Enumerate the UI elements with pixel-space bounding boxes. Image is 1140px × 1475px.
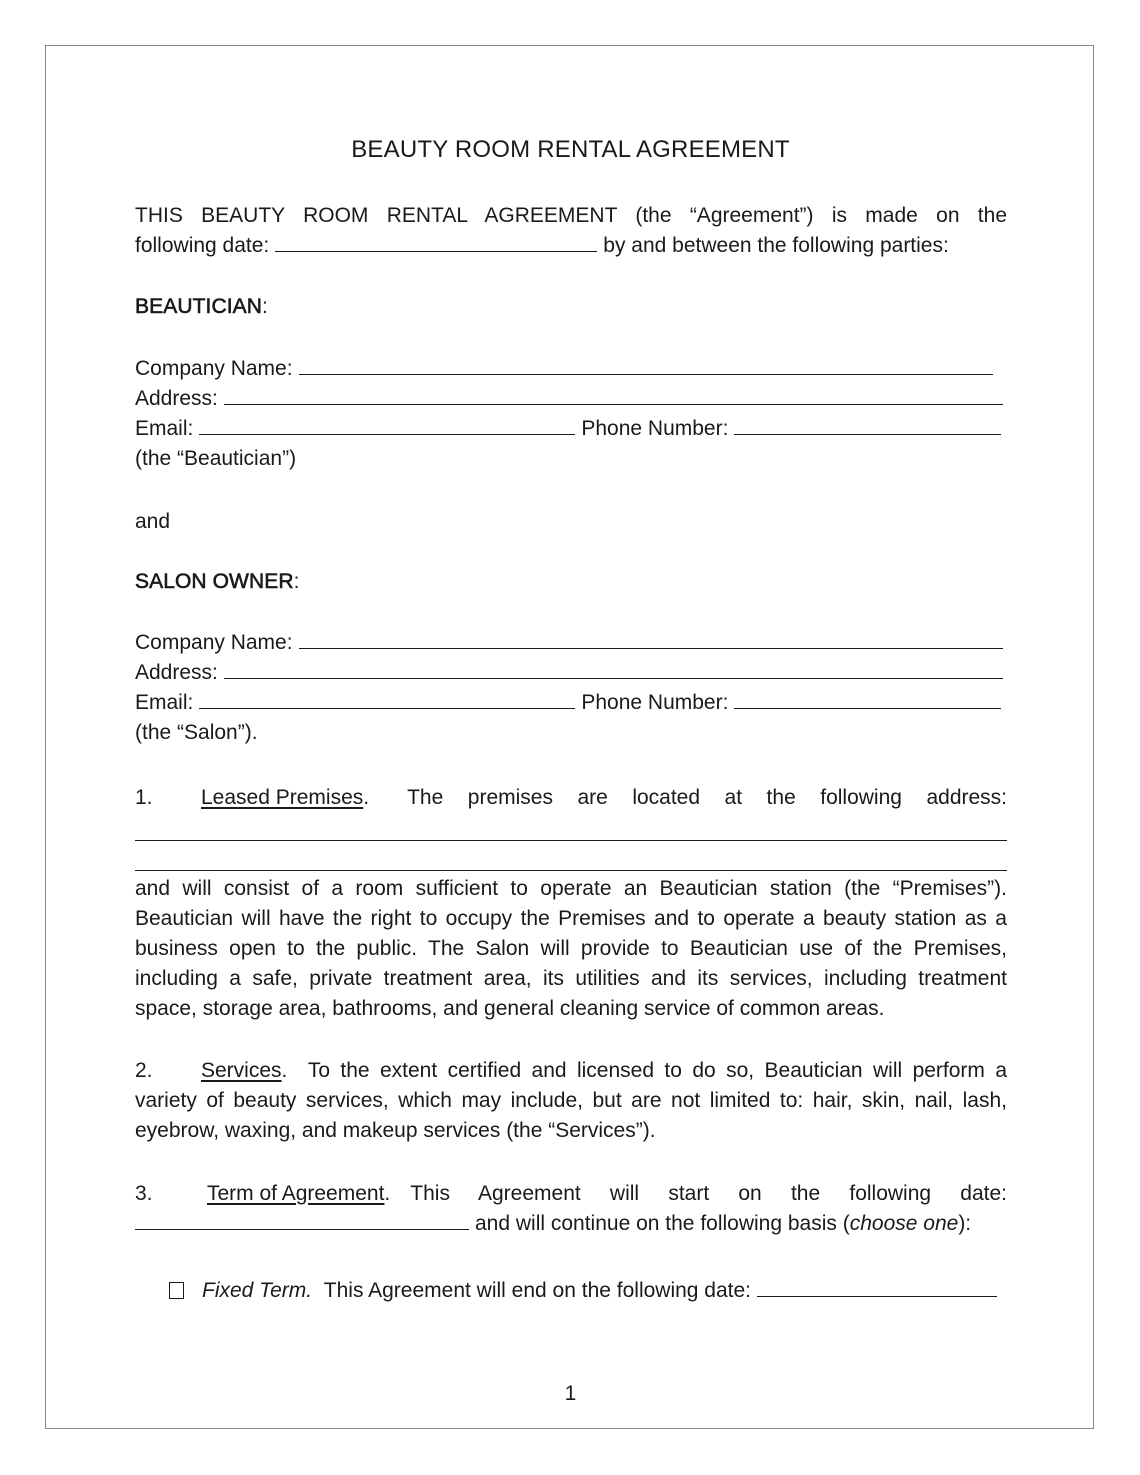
fixed-term-checkbox[interactable]: [169, 1282, 184, 1299]
section-2-services: 2. Services. To the extent certified and licensed to do so, Beautician will perform a variety of beauty services, which may include, but are not limited to: hair, skin, nail, lash, eyebrow, waxing, and makeup services (the “Services”).: [135, 1056, 1007, 1146]
beautician-company-row: [135, 354, 1007, 384]
intro-line-1: THIS BEAUTY ROOM RENTAL AGREEMENT (the “Agreement”) is made on the: [135, 204, 1007, 227]
beautician-address-row: [135, 384, 1007, 414]
intro-line-2: [135, 231, 1007, 261]
intro-date-label: following date:: [135, 234, 270, 257]
agreement-date-field[interactable]: [275, 233, 597, 252]
salon-contact-row: [135, 688, 1007, 718]
salon-address-row: [135, 658, 1007, 688]
beautician-company-label: Company Name:: [135, 357, 293, 380]
section-1-heading: Leased Premises: [201, 786, 364, 809]
fixed-term-text: This Agreement will end on the following date:: [323, 1279, 752, 1302]
beautician-contact-row: [135, 414, 1007, 444]
beautician-defined-as: (the “Beautician”): [135, 447, 297, 470]
term-start-date-field[interactable]: [135, 1211, 469, 1230]
intro-paragraph: [135, 201, 1007, 261]
salon-email-field[interactable]: [199, 690, 575, 709]
document-title: BEAUTY ROOM RENTAL AGREEMENT: [351, 136, 790, 163]
salon-phone-label: Phone Number:: [581, 691, 729, 714]
fixed-term-row: [169, 1276, 997, 1306]
intro-parties-text: by and between the following parties:: [603, 234, 949, 257]
section-1-leased-premises: [135, 783, 1007, 813]
fixed-term-option: [169, 1276, 997, 1306]
premises-address-field-1[interactable]: [135, 840, 1007, 841]
section-1-body: and will consist of a room sufficient to operate an Beautician station (the “Premises”). Beautician will have the right to occupy the Premises and to operate a beauty station as a business open to the public. The Salon will provide to Beautician use of the Premises, including a safe, private treatment area, its utilities and its services, including treatment space, storage area, bathrooms, and general cleaning service of common areas.: [135, 877, 1007, 1020]
page-number: 1: [564, 1382, 577, 1405]
salon-company-label: Company Name:: [135, 631, 293, 654]
section-1-lead: 1. Leased Premises . The premises are located at the following address:: [135, 783, 1007, 813]
premises-address-field-2[interactable]: [135, 870, 1007, 871]
beautician-address-field[interactable]: [224, 386, 1003, 405]
section-3-line-2: and will continue on the following basis ( choose one ):: [135, 1209, 1007, 1239]
salon-email-label: Email:: [135, 691, 194, 714]
salon-owner-fields: [135, 628, 1007, 748]
section-2-number: 2.: [135, 1059, 153, 1082]
beautician-heading: BEAUTICIAN:: [135, 295, 268, 318]
salon-owner-heading: SALON OWNER:: [135, 570, 300, 593]
section-3-number: 3.: [135, 1182, 153, 1205]
salon-phone-field[interactable]: [734, 690, 1001, 709]
beautician-company-field[interactable]: [299, 356, 993, 375]
salon-address-field[interactable]: [224, 660, 1003, 679]
section-2-heading: Services: [201, 1059, 282, 1082]
salon-defined-as: (the “Salon”).: [135, 721, 258, 744]
choose-one-note: choose one: [849, 1212, 959, 1235]
beautician-phone-field[interactable]: [734, 416, 1001, 435]
section-2-body: To the extent certified and licensed to do so, Beautician will perform a variety of beauty services, which may include, but are not limited to: hair, skin, nail, lash, eyebrow, waxing, and makeup services (the “Services”).: [135, 1059, 1007, 1142]
beautician-email-label: Email:: [135, 417, 194, 440]
beautician-fields: [135, 354, 1007, 474]
section-3-lead: 3. Term of Agreement . This Agreement will start on the following date:: [135, 1179, 1007, 1209]
salon-company-field[interactable]: [299, 630, 1003, 649]
and-text: and: [135, 510, 171, 533]
beautician-phone-label: Phone Number:: [581, 417, 729, 440]
fixed-term-end-date-field[interactable]: [757, 1278, 997, 1297]
section-3-lead-text: This Agreement will start on the following date:: [410, 1182, 1007, 1205]
salon-address-label: Address:: [135, 661, 218, 684]
beautician-email-field[interactable]: [199, 416, 575, 435]
beautician-address-label: Address:: [135, 387, 218, 410]
section-3-term: [135, 1179, 1007, 1239]
section-1-number: 1.: [135, 786, 153, 809]
salon-company-row: [135, 628, 1007, 658]
section-1-lead-text: The premises are located at the following address:: [407, 786, 1007, 809]
fixed-term-label: Fixed Term.: [202, 1279, 313, 1302]
document-page: [45, 45, 1094, 1429]
section-3-heading: Term of Agreement: [207, 1182, 385, 1205]
